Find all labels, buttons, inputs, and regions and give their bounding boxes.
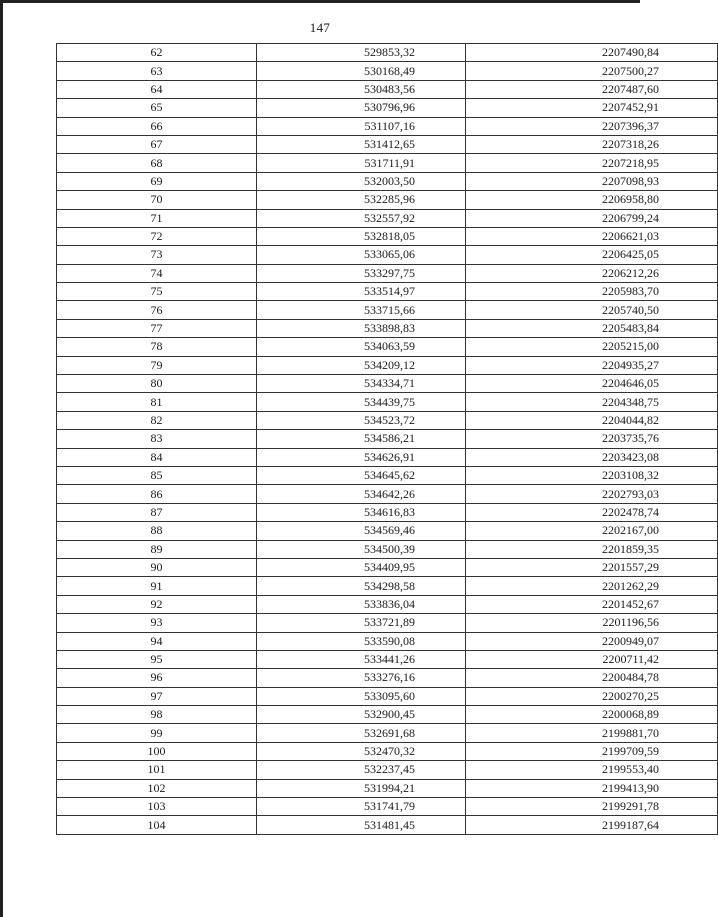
point-number-cell: 83	[57, 430, 257, 448]
y-coordinate-cell: 2207500,27	[466, 62, 718, 80]
point-number-cell: 65	[57, 99, 257, 117]
table-row	[57, 283, 718, 301]
y-coordinate-cell: 2203108,32	[466, 466, 718, 484]
point-number-cell: 72	[57, 227, 257, 245]
x-coordinate-cell: 531741,79	[257, 798, 466, 816]
y-coordinate-cell: 2201196,56	[466, 614, 718, 632]
y-coordinate-cell: 2200711,42	[466, 650, 718, 668]
y-coordinate-cell: 2207098,93	[466, 172, 718, 190]
x-coordinate-cell: 532900,45	[257, 706, 466, 724]
x-coordinate-cell: 534298,58	[257, 577, 466, 595]
table-row	[57, 301, 718, 319]
table-row	[57, 761, 718, 779]
x-coordinate-cell: 530483,56	[257, 80, 466, 98]
y-coordinate-cell: 2199709,59	[466, 742, 718, 760]
y-coordinate-cell: 2205740,50	[466, 301, 718, 319]
x-coordinate-cell: 532237,45	[257, 761, 466, 779]
x-coordinate-cell: 534569,46	[257, 522, 466, 540]
table-row	[57, 614, 718, 632]
table-row	[57, 558, 718, 576]
x-coordinate-cell: 530796,96	[257, 99, 466, 117]
point-number-cell: 76	[57, 301, 257, 319]
scan-edge-top	[0, 0, 640, 3]
x-coordinate-cell: 532818,05	[257, 227, 466, 245]
y-coordinate-cell: 2199553,40	[466, 761, 718, 779]
table-row	[57, 319, 718, 337]
y-coordinate-cell: 2201262,29	[466, 577, 718, 595]
y-coordinate-cell: 2205483,84	[466, 319, 718, 337]
table-row	[57, 503, 718, 521]
point-number-cell: 75	[57, 283, 257, 301]
y-coordinate-cell: 2200270,25	[466, 687, 718, 705]
y-coordinate-cell: 2203423,08	[466, 448, 718, 466]
x-coordinate-cell: 532470,32	[257, 742, 466, 760]
x-coordinate-cell: 531711,91	[257, 154, 466, 172]
table-row	[57, 191, 718, 209]
y-coordinate-cell: 2202478,74	[466, 503, 718, 521]
point-number-cell: 74	[57, 264, 257, 282]
x-coordinate-cell: 533898,83	[257, 319, 466, 337]
point-number-cell: 88	[57, 522, 257, 540]
x-coordinate-cell: 531412,65	[257, 135, 466, 153]
table-row	[57, 172, 718, 190]
point-number-cell: 95	[57, 650, 257, 668]
table-row	[57, 44, 718, 62]
point-number-cell: 91	[57, 577, 257, 595]
point-number-cell: 102	[57, 779, 257, 797]
point-number-cell: 92	[57, 595, 257, 613]
point-number-cell: 81	[57, 393, 257, 411]
table-row	[57, 375, 718, 393]
table-row	[57, 540, 718, 558]
table-row	[57, 522, 718, 540]
point-number-cell: 79	[57, 356, 257, 374]
table-row	[57, 393, 718, 411]
point-number-cell: 77	[57, 319, 257, 337]
point-number-cell: 85	[57, 466, 257, 484]
point-number-cell: 62	[57, 44, 257, 62]
table-row	[57, 485, 718, 503]
point-number-cell: 100	[57, 742, 257, 760]
y-coordinate-cell: 2201557,29	[466, 558, 718, 576]
x-coordinate-cell: 533441,26	[257, 650, 466, 668]
x-coordinate-cell: 534523,72	[257, 411, 466, 429]
scan-edge-left	[0, 0, 3, 917]
point-number-cell: 67	[57, 135, 257, 153]
y-coordinate-cell: 2205983,70	[466, 283, 718, 301]
x-coordinate-cell: 534586,21	[257, 430, 466, 448]
x-coordinate-cell: 534409,95	[257, 558, 466, 576]
x-coordinate-cell: 534500,39	[257, 540, 466, 558]
table-row	[57, 411, 718, 429]
x-coordinate-cell: 533721,89	[257, 614, 466, 632]
point-number-cell: 94	[57, 632, 257, 650]
x-coordinate-cell: 533065,06	[257, 246, 466, 264]
point-number-cell: 86	[57, 485, 257, 503]
y-coordinate-cell: 2206425,05	[466, 246, 718, 264]
y-coordinate-cell: 2204646,05	[466, 375, 718, 393]
table-row	[57, 135, 718, 153]
y-coordinate-cell: 2207218,95	[466, 154, 718, 172]
y-coordinate-cell: 2199187,64	[466, 816, 718, 834]
y-coordinate-cell: 2199291,78	[466, 798, 718, 816]
point-number-cell: 64	[57, 80, 257, 98]
point-number-cell: 69	[57, 172, 257, 190]
x-coordinate-cell: 534063,59	[257, 338, 466, 356]
y-coordinate-cell: 2207490,84	[466, 44, 718, 62]
table-row	[57, 466, 718, 484]
point-number-cell: 97	[57, 687, 257, 705]
table-row	[57, 264, 718, 282]
y-coordinate-cell: 2200484,78	[466, 669, 718, 687]
y-coordinate-cell: 2205215,00	[466, 338, 718, 356]
y-coordinate-cell: 2202167,00	[466, 522, 718, 540]
x-coordinate-cell: 534334,71	[257, 375, 466, 393]
y-coordinate-cell: 2206212,26	[466, 264, 718, 282]
y-coordinate-cell: 2207318,26	[466, 135, 718, 153]
y-coordinate-cell: 2202793,03	[466, 485, 718, 503]
table-row	[57, 650, 718, 668]
table-row	[57, 724, 718, 742]
x-coordinate-cell: 532003,50	[257, 172, 466, 190]
y-coordinate-cell: 2207396,37	[466, 117, 718, 135]
point-number-cell: 70	[57, 191, 257, 209]
point-number-cell: 87	[57, 503, 257, 521]
table-row	[57, 62, 718, 80]
point-number-cell: 84	[57, 448, 257, 466]
table-row	[57, 448, 718, 466]
y-coordinate-cell: 2207452,91	[466, 99, 718, 117]
table-row	[57, 227, 718, 245]
table-row	[57, 706, 718, 724]
y-coordinate-cell: 2200949,07	[466, 632, 718, 650]
point-number-cell: 103	[57, 798, 257, 816]
point-number-cell: 82	[57, 411, 257, 429]
x-coordinate-cell: 533514,97	[257, 283, 466, 301]
coordinates-table-body	[57, 44, 718, 835]
x-coordinate-cell: 534616,83	[257, 503, 466, 521]
x-coordinate-cell: 531994,21	[257, 779, 466, 797]
point-number-cell: 99	[57, 724, 257, 742]
point-number-cell: 90	[57, 558, 257, 576]
point-number-cell: 96	[57, 669, 257, 687]
y-coordinate-cell: 2204348,75	[466, 393, 718, 411]
x-coordinate-cell: 534645,62	[257, 466, 466, 484]
x-coordinate-cell: 532557,92	[257, 209, 466, 227]
table-row	[57, 246, 718, 264]
x-coordinate-cell: 534439,75	[257, 393, 466, 411]
table-row	[57, 779, 718, 797]
point-number-cell: 66	[57, 117, 257, 135]
y-coordinate-cell: 2199413,90	[466, 779, 718, 797]
table-row	[57, 577, 718, 595]
table-row	[57, 338, 718, 356]
table-row	[57, 595, 718, 613]
point-number-cell: 68	[57, 154, 257, 172]
point-number-cell: 89	[57, 540, 257, 558]
x-coordinate-cell: 533715,66	[257, 301, 466, 319]
x-coordinate-cell: 533297,75	[257, 264, 466, 282]
y-coordinate-cell: 2206621,03	[466, 227, 718, 245]
table-row	[57, 209, 718, 227]
table-row	[57, 632, 718, 650]
y-coordinate-cell: 2203735,76	[466, 430, 718, 448]
x-coordinate-cell: 532691,68	[257, 724, 466, 742]
y-coordinate-cell: 2204044,82	[466, 411, 718, 429]
x-coordinate-cell: 534209,12	[257, 356, 466, 374]
table-row	[57, 816, 718, 834]
point-number-cell: 98	[57, 706, 257, 724]
point-number-cell: 104	[57, 816, 257, 834]
table-row	[57, 356, 718, 374]
y-coordinate-cell: 2204935,27	[466, 356, 718, 374]
coordinates-table	[56, 43, 718, 835]
x-coordinate-cell: 532285,96	[257, 191, 466, 209]
y-coordinate-cell: 2199881,70	[466, 724, 718, 742]
table-row	[57, 798, 718, 816]
x-coordinate-cell: 529853,32	[257, 44, 466, 62]
x-coordinate-cell: 533836,04	[257, 595, 466, 613]
page-number: 147	[309, 20, 331, 35]
point-number-cell: 93	[57, 614, 257, 632]
table-row	[57, 117, 718, 135]
x-coordinate-cell: 534642,26	[257, 485, 466, 503]
y-coordinate-cell: 2201452,67	[466, 595, 718, 613]
x-coordinate-cell: 534626,91	[257, 448, 466, 466]
table-row	[57, 430, 718, 448]
table-row	[57, 742, 718, 760]
x-coordinate-cell: 531481,45	[257, 816, 466, 834]
x-coordinate-cell: 533095,60	[257, 687, 466, 705]
point-number-cell: 73	[57, 246, 257, 264]
x-coordinate-cell: 530168,49	[257, 62, 466, 80]
point-number-cell: 101	[57, 761, 257, 779]
table-row	[57, 99, 718, 117]
point-number-cell: 78	[57, 338, 257, 356]
y-coordinate-cell: 2207487,60	[466, 80, 718, 98]
x-coordinate-cell: 531107,16	[257, 117, 466, 135]
point-number-cell: 80	[57, 375, 257, 393]
y-coordinate-cell: 2206958,80	[466, 191, 718, 209]
y-coordinate-cell: 2206799,24	[466, 209, 718, 227]
x-coordinate-cell: 533276,16	[257, 669, 466, 687]
point-number-cell: 63	[57, 62, 257, 80]
table-row	[57, 154, 718, 172]
y-coordinate-cell: 2201859,35	[466, 540, 718, 558]
point-number-cell: 71	[57, 209, 257, 227]
table-row	[57, 80, 718, 98]
x-coordinate-cell: 533590,08	[257, 632, 466, 650]
y-coordinate-cell: 2200068,89	[466, 706, 718, 724]
table-row	[57, 687, 718, 705]
table-row	[57, 669, 718, 687]
